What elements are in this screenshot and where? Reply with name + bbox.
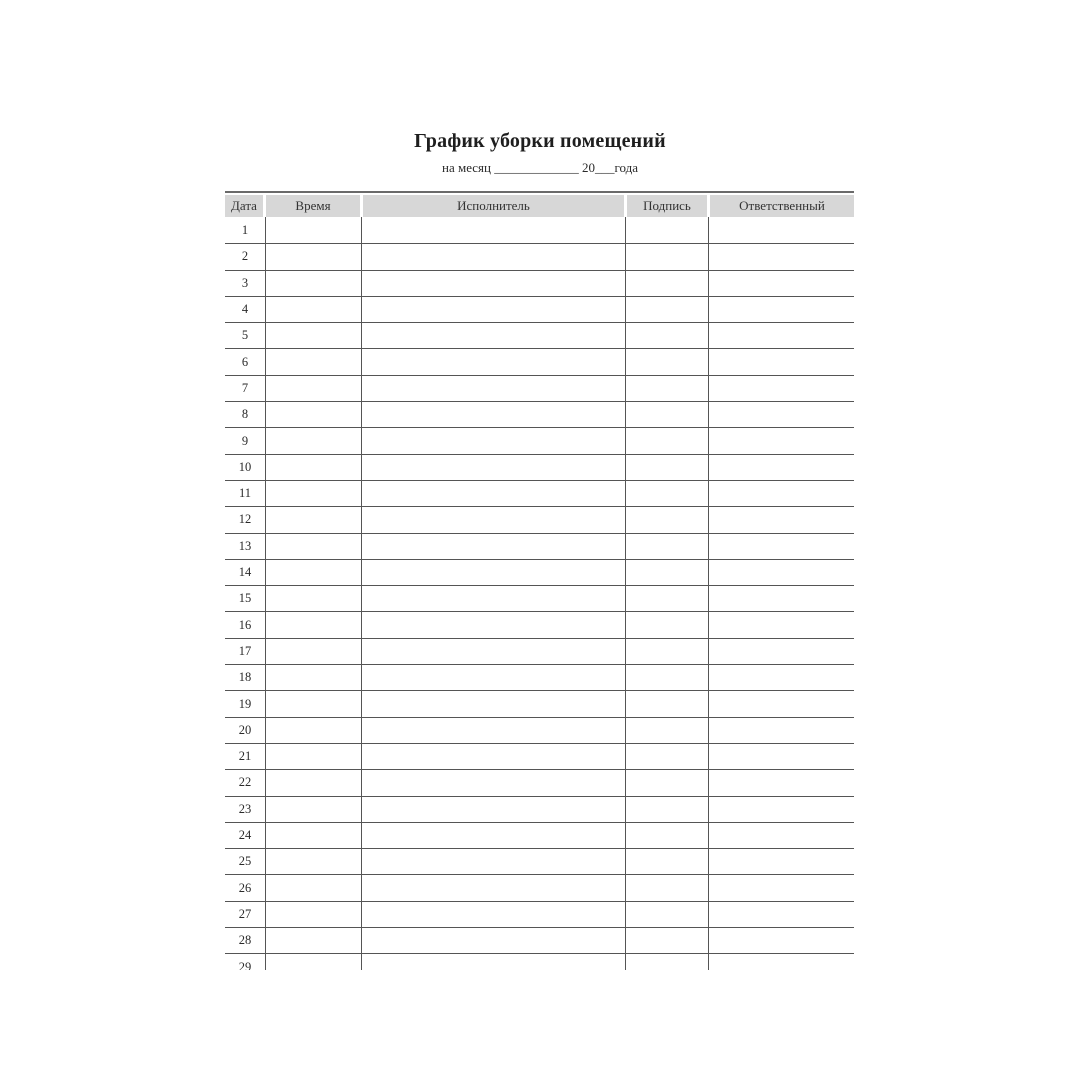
row-date-number: 26 [238, 880, 252, 895]
column-header-performer: Исполнитель [363, 195, 624, 217]
row-date-number: 13 [238, 538, 252, 553]
table-row [225, 402, 854, 428]
table-row [225, 849, 854, 875]
table-row [225, 244, 854, 270]
row-date-number: 28 [238, 933, 252, 948]
table-row [225, 876, 854, 902]
row-date-number: 23 [238, 801, 252, 816]
table-row [225, 323, 854, 349]
column-divider [265, 217, 266, 970]
row-date-number: 3 [241, 275, 249, 290]
table-row [225, 770, 854, 796]
row-date-number: 15 [238, 591, 252, 606]
table-row [225, 586, 854, 612]
table-row [225, 507, 854, 533]
table-row [225, 665, 854, 691]
table-header [225, 191, 854, 217]
page-subtitle: на месяц _____________ 20___года [441, 160, 639, 175]
table-row [225, 297, 854, 323]
row-date-number: 25 [238, 854, 252, 869]
row-date-number: 22 [238, 775, 252, 790]
table-row [225, 560, 854, 586]
column-divider [625, 217, 626, 970]
table-row [225, 639, 854, 665]
table-row [225, 455, 854, 481]
row-date-number: 9 [241, 433, 249, 448]
table-row [225, 481, 854, 507]
column-divider [708, 217, 709, 970]
row-date-number: 6 [241, 354, 249, 369]
row-date-number: 4 [241, 302, 249, 317]
table-row [225, 218, 854, 244]
column-header-responsible: Ответственный [710, 195, 854, 217]
row-date-number: 27 [238, 906, 252, 921]
cleaning-schedule-table [225, 191, 854, 970]
row-date-number: 8 [241, 407, 249, 422]
table-row [225, 376, 854, 402]
row-date-number: 17 [238, 643, 252, 658]
table-row [225, 428, 854, 454]
table-row [225, 954, 854, 970]
page-title: График уборки помещений [414, 130, 666, 152]
row-date-number: 20 [238, 722, 252, 737]
column-divider [361, 217, 362, 970]
row-date-number: 12 [238, 512, 252, 527]
row-date-number: 2 [241, 249, 249, 264]
row-date-number: 21 [238, 749, 252, 764]
column-header-time: Время [266, 195, 360, 217]
table-row [225, 350, 854, 376]
row-date-number: 24 [238, 828, 252, 843]
row-date-number: 19 [238, 696, 252, 711]
table-row [225, 534, 854, 560]
row-date-number: 18 [238, 670, 252, 685]
table-row [225, 902, 854, 928]
row-date-number: 11 [238, 486, 252, 501]
table-row [225, 823, 854, 849]
table-row [225, 691, 854, 717]
column-header-signature: Подпись [627, 195, 707, 217]
row-date-number: 10 [238, 459, 252, 474]
row-date-number: 7 [241, 380, 249, 395]
table-row [225, 744, 854, 770]
row-date-number: 14 [238, 565, 252, 580]
table-row [225, 797, 854, 823]
row-date-number: 29 [238, 959, 252, 970]
table-row [225, 718, 854, 744]
column-header-date: Дата [225, 195, 263, 217]
table-row [225, 271, 854, 297]
table-row [225, 613, 854, 639]
table-row [225, 928, 854, 954]
row-date-number: 5 [241, 328, 249, 343]
row-date-number: 16 [238, 617, 252, 632]
row-date-number: 1 [241, 223, 249, 238]
